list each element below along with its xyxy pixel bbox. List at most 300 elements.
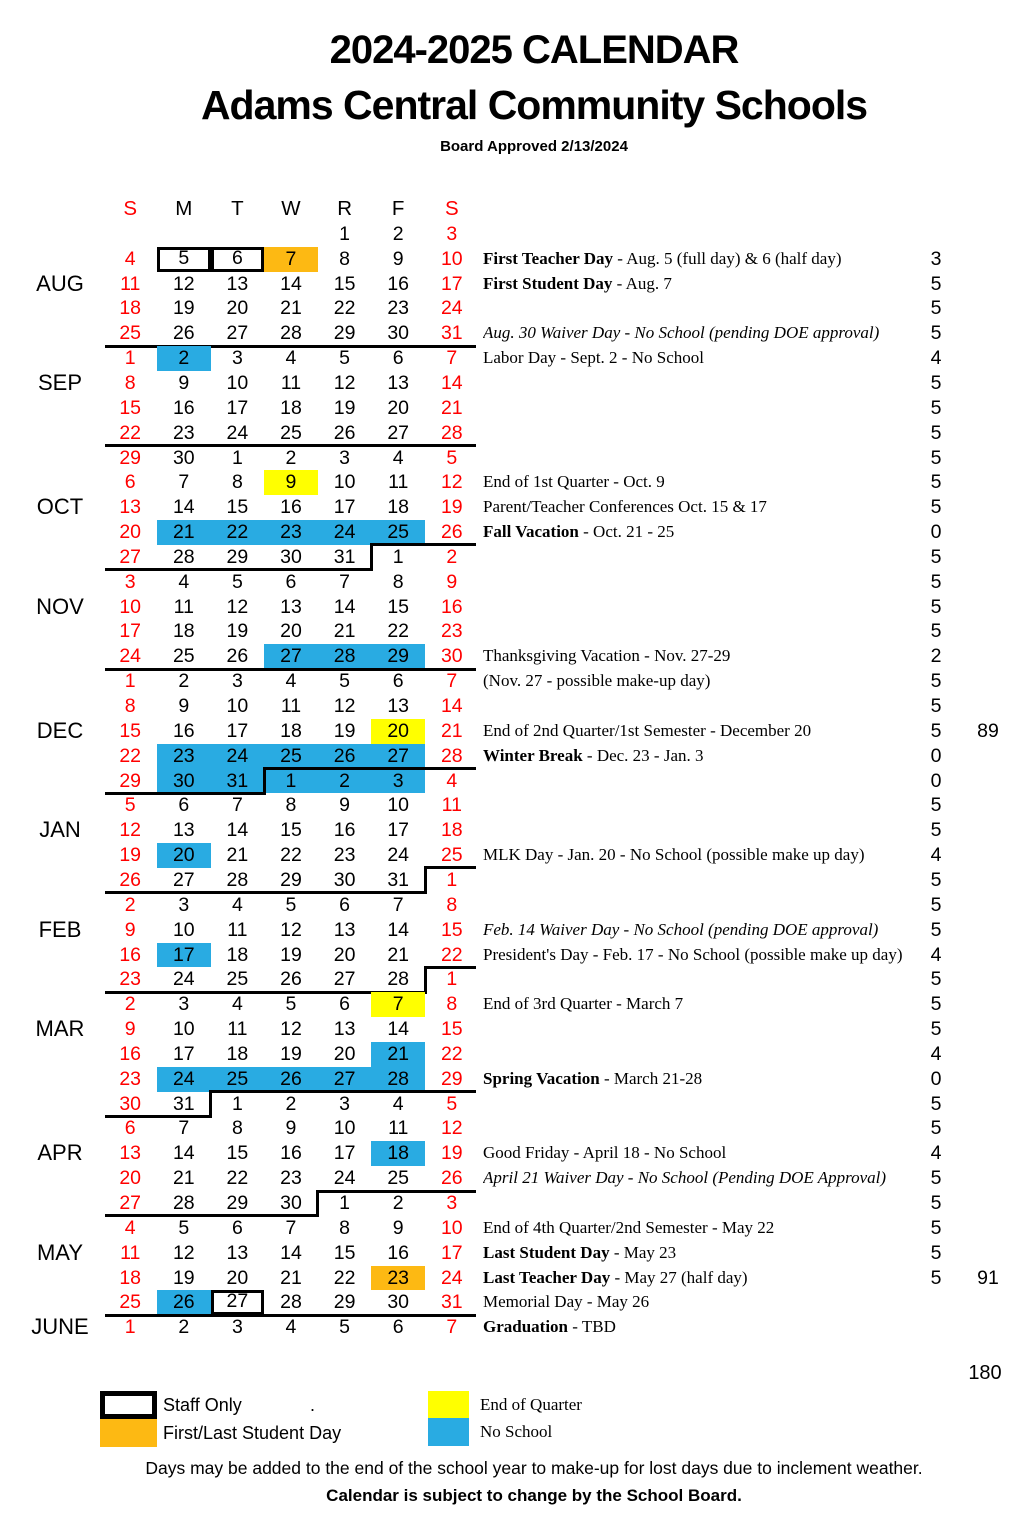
day-cell: 29 xyxy=(371,644,425,669)
day-cell: 22 xyxy=(333,297,356,320)
day-cell: 3 xyxy=(178,893,190,916)
day-cell: 30 xyxy=(280,1192,302,1214)
day-cell: 14 xyxy=(440,695,463,717)
day-cell: 24 xyxy=(333,1167,356,1190)
event-note: Parent/Teacher Conferences Oct. 15 & 17 xyxy=(483,497,767,517)
week-day-count: 0 xyxy=(930,521,942,544)
day-cell: 27 xyxy=(172,868,195,891)
week-day-count: 4 xyxy=(930,943,942,966)
day-cell: 8 xyxy=(446,993,458,1016)
separator-line xyxy=(424,966,427,994)
day-cell: 20 xyxy=(387,396,410,419)
separator-line xyxy=(370,543,373,571)
day-cell: 3 xyxy=(446,222,458,245)
event-note: End of 1st Quarter - Oct. 9 xyxy=(483,472,665,492)
day-cell: 8 xyxy=(339,247,351,270)
week-day-count: 5 xyxy=(930,371,942,394)
day-cell: 19 xyxy=(226,620,249,643)
week-day-count: 5 xyxy=(930,1192,942,1214)
day-cell: 17 xyxy=(387,819,410,842)
day-cell: 19 xyxy=(333,396,356,419)
day-cell: 17 xyxy=(333,496,356,519)
day-cell: 16 xyxy=(440,595,463,618)
week-day-count: 5 xyxy=(930,794,942,817)
event-note-bold: Graduation xyxy=(483,1317,569,1337)
day-cell: 20 xyxy=(119,1167,142,1190)
day-cell: 14 xyxy=(440,371,463,394)
day-cell: 25 xyxy=(264,744,318,769)
week-day-count: 5 xyxy=(930,1018,942,1041)
day-cell: 30 xyxy=(119,1092,142,1115)
day-cell: 20 xyxy=(371,719,425,744)
day-cell: 16 xyxy=(333,819,356,842)
day-cell: 27 xyxy=(318,1067,372,1092)
day-cell: 31 xyxy=(387,868,410,891)
day-cell: 3 xyxy=(371,769,425,794)
day-cell: 5 xyxy=(178,1216,190,1239)
separator-line xyxy=(263,767,266,795)
day-cell: 9 xyxy=(446,570,458,593)
day-cell: 14 xyxy=(387,1018,410,1041)
day-cell: 28 xyxy=(387,968,410,991)
semester-total: 89 xyxy=(977,719,999,742)
day-cell: 7 xyxy=(231,794,243,817)
day-cell: 12 xyxy=(333,695,356,717)
day-cell: 5 xyxy=(231,570,243,593)
day-cell: 16 xyxy=(119,943,142,966)
day-cell: 15 xyxy=(440,1018,463,1041)
day-cell: 23 xyxy=(280,1167,302,1190)
day-cell: 20 xyxy=(119,521,142,544)
day-cell: 4 xyxy=(285,670,297,693)
day-cell: 11 xyxy=(173,595,194,618)
day-cell: 26 xyxy=(440,1167,463,1190)
day-cell: 16 xyxy=(387,272,410,295)
day-cell: 4 xyxy=(285,347,297,370)
day-cell: 2 xyxy=(392,222,404,245)
day-cell: 14 xyxy=(172,496,195,519)
day-cell: 1 xyxy=(124,1316,136,1339)
day-cell: 7 xyxy=(178,471,190,494)
day-cell: 9 xyxy=(392,247,404,270)
day-cell: 10 xyxy=(440,1216,463,1239)
day-cell: 24 xyxy=(387,844,410,867)
event-note: April 21 Waiver Day - No School (Pending DOE Approval) xyxy=(483,1168,887,1188)
day-cell: 10 xyxy=(172,1018,195,1041)
day-cell: 19 xyxy=(172,297,195,320)
day-cell: 26 xyxy=(318,744,372,769)
week-day-count: 5 xyxy=(930,297,942,320)
day-cell: 19 xyxy=(280,943,302,966)
event-note: Fall Vacation - Oct. 21 - 25 xyxy=(483,522,675,542)
day-cell: 8 xyxy=(339,1216,351,1239)
day-cell: 9 xyxy=(124,1018,136,1041)
week-day-count: 5 xyxy=(930,1216,942,1239)
event-note: Spring Vacation - March 21-28 xyxy=(483,1068,703,1088)
day-cell: 29 xyxy=(119,446,142,469)
day-cell: 7 xyxy=(446,1316,458,1339)
day-cell: 21 xyxy=(440,719,463,742)
day-cell: 7 xyxy=(178,1117,190,1140)
day-cell: 11 xyxy=(227,1018,248,1041)
event-note-bold: First Student Day xyxy=(483,273,613,293)
day-cell: 13 xyxy=(172,819,195,842)
month-label-may: MAY xyxy=(36,1239,84,1265)
week-day-count: 5 xyxy=(930,993,942,1016)
day-cell: 14 xyxy=(172,1142,195,1165)
day-cell: 17 xyxy=(226,719,249,742)
day-cell: 5 xyxy=(285,893,297,916)
day-cell: 1 xyxy=(124,670,136,693)
week-day-count: 5 xyxy=(930,396,942,419)
week-day-count: 5 xyxy=(930,719,942,742)
day-cell: 6 xyxy=(124,1117,136,1140)
day-cell: 21 xyxy=(371,1042,425,1067)
day-cell: 22 xyxy=(119,421,142,444)
day-cell: 17 xyxy=(157,943,211,968)
separator-line xyxy=(264,767,476,770)
day-cell: 16 xyxy=(172,719,195,742)
day-cell: 30 xyxy=(280,545,302,568)
week-day-count: 5 xyxy=(930,1117,942,1140)
day-cell: 1 xyxy=(392,545,404,568)
event-note-bold: Winter Break xyxy=(483,745,583,765)
day-cell: 21 xyxy=(280,297,302,320)
week-day-count: 5 xyxy=(930,819,942,842)
day-cell: 28 xyxy=(280,322,302,345)
day-cell: 15 xyxy=(226,496,249,519)
day-cell: 4 xyxy=(178,570,190,593)
day-cell: 8 xyxy=(124,695,136,717)
day-cell: 8 xyxy=(392,570,404,593)
day-cell: 31 xyxy=(333,545,356,568)
day-cell: 11 xyxy=(227,918,248,941)
event-note: Thanksgiving Vacation - Nov. 27-29 xyxy=(483,646,731,666)
month-label-dec: DEC xyxy=(36,717,84,743)
day-cell: 11 xyxy=(120,1241,141,1264)
day-cell: 5 xyxy=(157,247,211,272)
day-cell: 11 xyxy=(280,371,302,394)
week-day-count: 5 xyxy=(930,446,942,469)
day-cell: 1 xyxy=(446,968,458,991)
day-cell: 9 xyxy=(392,1216,404,1239)
day-cell: 21 xyxy=(387,943,410,966)
day-cell: 31 xyxy=(440,322,463,345)
day-cell: 20 xyxy=(280,620,302,643)
page-subtitle: Adams Central Community Schools xyxy=(200,82,868,128)
day-cell: 16 xyxy=(387,1241,410,1264)
day-cell: 22 xyxy=(440,943,463,966)
week-day-count: 4 xyxy=(930,1042,942,1065)
day-cell: 30 xyxy=(387,322,410,345)
day-cell: 23 xyxy=(387,297,410,320)
day-cell: 28 xyxy=(440,744,463,767)
month-label-oct: OCT xyxy=(36,494,84,520)
day-cell: 26 xyxy=(157,1290,211,1315)
day-cell: 27 xyxy=(264,644,318,669)
day-cell: 28 xyxy=(172,545,195,568)
day-cell: 10 xyxy=(333,1117,356,1140)
day-cell: 27 xyxy=(119,1192,142,1214)
day-cell: 27 xyxy=(119,545,142,568)
week-day-count: 5 xyxy=(930,1266,942,1289)
day-cell: 3 xyxy=(339,446,351,469)
day-cell: 15 xyxy=(119,719,142,742)
event-note: End of 3rd Quarter - March 7 xyxy=(483,994,684,1014)
day-cell: 11 xyxy=(388,471,409,494)
day-cell: 22 xyxy=(387,620,410,643)
day-cell: 9 xyxy=(178,371,190,394)
separator-line xyxy=(425,866,476,869)
day-cell: 5 xyxy=(339,1316,351,1339)
legend-swatch-no-school xyxy=(428,1418,469,1446)
day-cell: 12 xyxy=(226,595,249,618)
day-cell: 18 xyxy=(280,719,302,742)
separator-line xyxy=(318,1190,476,1193)
event-note-bold: Fall Vacation xyxy=(483,522,579,542)
day-cell: 30 xyxy=(172,446,195,469)
day-cell: 27 xyxy=(371,744,425,769)
day-cell: 8 xyxy=(446,893,458,916)
day-cell: 25 xyxy=(387,1167,410,1190)
day-cell: 4 xyxy=(392,446,404,469)
month-label-jan: JAN xyxy=(39,817,81,843)
week-day-count: 5 xyxy=(930,968,942,991)
day-cell: 23 xyxy=(157,744,211,769)
day-cell: 12 xyxy=(440,1117,463,1140)
day-cell: 23 xyxy=(333,844,356,867)
day-cell: 8 xyxy=(124,371,136,394)
day-cell: 4 xyxy=(124,247,136,270)
legend-staff-only-dot: . xyxy=(310,1395,316,1415)
day-cell: 7 xyxy=(339,570,351,593)
week-day-count: 4 xyxy=(930,844,942,867)
day-cell: 25 xyxy=(440,844,463,867)
week-day-count: 5 xyxy=(930,545,942,568)
semester-total: 91 xyxy=(977,1266,999,1289)
day-cell: 2 xyxy=(178,670,190,693)
legend-label-end-of-quarter: End of Quarter xyxy=(480,1395,582,1414)
day-cell: 15 xyxy=(387,595,410,618)
day-cell: 18 xyxy=(226,943,249,966)
day-cell: 11 xyxy=(388,1117,409,1140)
grand-total-days: 180 xyxy=(968,1362,1002,1384)
day-cell: 3 xyxy=(231,347,243,370)
day-cell: 27 xyxy=(226,322,249,345)
day-cell: 12 xyxy=(333,371,356,394)
day-header-cell: F xyxy=(391,197,405,220)
day-cell: 13 xyxy=(119,496,142,519)
day-cell: 15 xyxy=(333,272,356,295)
day-cell: 17 xyxy=(172,1042,195,1065)
day-cell: 21 xyxy=(440,396,463,419)
day-cell: 24 xyxy=(440,1266,463,1289)
day-cell: 5 xyxy=(124,794,136,817)
day-cell: 14 xyxy=(280,1241,302,1264)
separator-line xyxy=(209,1090,212,1118)
day-cell: 1 xyxy=(231,1092,243,1115)
day-cell: 14 xyxy=(333,595,356,618)
day-cell: 31 xyxy=(211,769,265,794)
day-cell: 10 xyxy=(172,918,195,941)
day-cell: 29 xyxy=(226,1192,249,1214)
day-cell: 15 xyxy=(333,1241,356,1264)
event-note: First Teacher Day - Aug. 5 (full day) & 6 (half day) xyxy=(483,248,842,268)
day-cell: 20 xyxy=(157,843,211,868)
day-cell: 12 xyxy=(280,918,302,941)
legend-swatch-first-last-student-day xyxy=(100,1419,157,1447)
day-header-cell: S xyxy=(123,197,138,220)
week-day-count: 5 xyxy=(930,1167,942,1190)
day-cell: 27 xyxy=(333,968,356,991)
day-cell: 30 xyxy=(333,868,356,891)
day-cell: 2 xyxy=(124,993,136,1016)
legend-swatch-end-of-quarter xyxy=(428,1391,469,1418)
day-cell: 17 xyxy=(440,1241,463,1264)
footer-change-note: Calendar is subject to change by the School Board. xyxy=(326,1486,742,1505)
month-label-mar: MAR xyxy=(35,1016,85,1042)
day-cell: 14 xyxy=(280,272,302,295)
day-cell: 18 xyxy=(119,1266,142,1289)
day-cell: 5 xyxy=(285,993,297,1016)
day-cell: 5 xyxy=(339,347,351,370)
event-note-bold: Spring Vacation xyxy=(483,1068,600,1088)
event-note: Graduation - TBD xyxy=(483,1317,616,1337)
week-day-count: 3 xyxy=(930,247,942,270)
event-note: Labor Day - Sept. 2 - No School xyxy=(483,348,704,368)
week-day-count: 5 xyxy=(930,1241,942,1264)
day-cell: 7 xyxy=(446,347,458,370)
day-cell: 29 xyxy=(226,545,249,568)
day-cell: 12 xyxy=(119,819,142,842)
day-cell: 26 xyxy=(226,645,249,668)
separator-line xyxy=(425,966,476,969)
week-day-count: 5 xyxy=(930,893,942,916)
month-label-june: JUNE xyxy=(31,1314,89,1340)
separator-line xyxy=(424,866,427,894)
day-cell: 20 xyxy=(333,943,356,966)
week-day-count: 5 xyxy=(930,918,942,941)
day-cell: 19 xyxy=(333,719,356,742)
day-cell: 2 xyxy=(178,1316,190,1339)
day-cell: 1 xyxy=(231,446,243,469)
day-cell: 2 xyxy=(124,893,136,916)
day-cell: 29 xyxy=(333,322,356,345)
event-note: End of 2nd Quarter/1st Semester - December 20 xyxy=(483,720,812,740)
day-cell: 10 xyxy=(119,595,142,618)
legend-label-staff-only: Staff Only xyxy=(163,1395,242,1415)
week-day-count: 5 xyxy=(930,471,942,494)
week-day-count: 0 xyxy=(930,744,942,767)
day-cell: 1 xyxy=(339,222,351,245)
separator-line xyxy=(371,543,476,546)
event-note: Winter Break - Dec. 23 - Jan. 3 xyxy=(483,745,704,765)
event-note: MLK Day - Jan. 20 - No School (possible make up day) xyxy=(483,845,865,865)
day-cell: 26 xyxy=(172,322,195,345)
day-cell: 6 xyxy=(339,893,351,916)
day-cell: 6 xyxy=(211,247,265,272)
day-cell: 28 xyxy=(172,1192,195,1214)
separator-line xyxy=(211,1090,476,1093)
day-cell: 25 xyxy=(119,322,142,345)
day-cell: 4 xyxy=(392,1092,404,1115)
day-cell: 28 xyxy=(440,421,463,444)
day-cell: 18 xyxy=(440,819,463,842)
day-cell: 2 xyxy=(157,346,211,371)
week-day-count: 5 xyxy=(930,496,942,519)
day-cell: 25 xyxy=(280,421,302,444)
day-cell: 17 xyxy=(226,396,249,419)
day-cell: 29 xyxy=(280,868,302,891)
day-cell: 16 xyxy=(172,396,195,419)
day-cell: 26 xyxy=(264,1067,318,1092)
day-cell: 25 xyxy=(211,1067,265,1092)
legend-label-first-last-student-day: First/Last Student Day xyxy=(163,1423,342,1443)
day-cell: 7 xyxy=(446,670,458,693)
day-cell: 11 xyxy=(120,272,141,295)
day-cell: 9 xyxy=(124,918,136,941)
day-cell: 6 xyxy=(285,570,297,593)
event-note: Last Student Day - May 23 xyxy=(483,1242,677,1262)
day-cell: 6 xyxy=(392,670,404,693)
day-cell: 4 xyxy=(231,893,243,916)
day-cell: 3 xyxy=(339,1092,351,1115)
day-cell: 6 xyxy=(339,993,351,1016)
event-note: End of 4th Quarter/2nd Semester - May 22 xyxy=(483,1217,775,1237)
day-cell: 10 xyxy=(226,371,249,394)
day-cell: 6 xyxy=(178,794,190,817)
day-cell: 3 xyxy=(231,1316,243,1339)
day-header-cell: S xyxy=(444,197,459,220)
day-cell: 24 xyxy=(440,297,463,320)
day-cell: 13 xyxy=(226,1241,249,1264)
day-cell: 13 xyxy=(387,695,410,717)
day-cell: 4 xyxy=(231,993,243,1016)
day-cell: 24 xyxy=(226,421,249,444)
day-cell: 16 xyxy=(119,1042,142,1065)
day-cell: 13 xyxy=(387,371,410,394)
day-cell: 9 xyxy=(264,470,318,495)
day-cell: 18 xyxy=(387,496,410,519)
legend-label-no-school: No School xyxy=(480,1422,553,1441)
event-note: President's Day - Feb. 17 - No School (possible make up day) xyxy=(483,944,903,964)
day-cell: 9 xyxy=(285,1117,297,1140)
day-cell: 6 xyxy=(392,1316,404,1339)
day-cell: 24 xyxy=(119,645,142,668)
day-cell: 12 xyxy=(172,272,195,295)
day-header-cell: M xyxy=(175,197,193,220)
day-cell: 2 xyxy=(285,446,297,469)
event-note: First Student Day - Aug. 7 xyxy=(483,273,672,293)
day-cell: 22 xyxy=(333,1266,356,1289)
day-cell: 11 xyxy=(280,695,302,717)
day-cell: 25 xyxy=(172,645,195,668)
legend-swatch-staff-only xyxy=(100,1391,157,1419)
day-cell: 17 xyxy=(440,272,463,295)
day-cell: 10 xyxy=(226,695,249,717)
day-cell: 9 xyxy=(339,794,351,817)
day-cell: 25 xyxy=(119,1291,142,1314)
day-cell: 23 xyxy=(119,1067,142,1090)
month-label-aug: AUG xyxy=(36,270,84,296)
day-cell: 4 xyxy=(446,769,458,792)
day-cell: 20 xyxy=(226,1266,249,1289)
week-day-count: 4 xyxy=(930,1142,942,1165)
event-note: Memorial Day - May 26 xyxy=(483,1292,650,1312)
day-cell: 1 xyxy=(339,1192,351,1214)
day-cell: 8 xyxy=(231,471,243,494)
day-cell: 18 xyxy=(280,396,302,419)
